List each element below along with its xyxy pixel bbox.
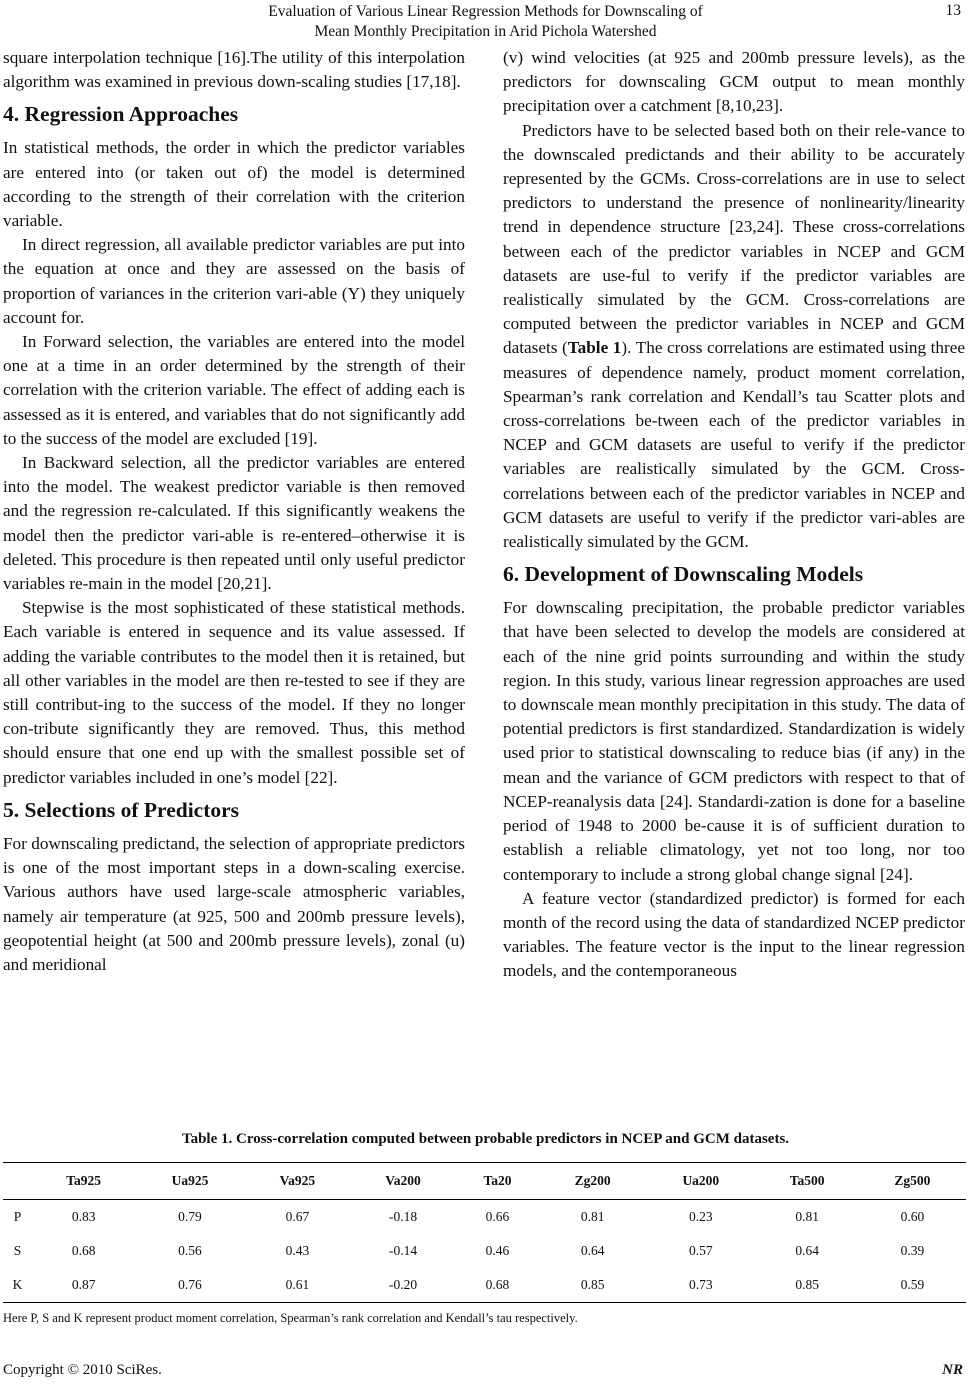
table-cell: -0.14 [388, 1243, 418, 1258]
paragraph: Stepwise is the most sophisticated of these statistical methods. Each variable is entered in sequence and its value assessed. If adding the variable contributes to the model then it is retained, but all other variables in the model are then re-tested to see if they are still contribut-ing to the success of the model. If they no longer con-tribute significantly they are removed. Thus, this method should ensure that one end up with the smallest possible set of predictor variables included in one’s model [22]. [3, 598, 465, 787]
table-row [3, 1268, 966, 1303]
table-cell: 0.85 [795, 1277, 819, 1292]
table-cell: 0.85 [580, 1277, 605, 1292]
table-cell: 0.66 [485, 1209, 510, 1224]
paragraph: For downscaling precipitation, the probable predictor variables that have been selected to develop the models are considered at each of the nine grid points surrounding and within the study region. In this study, various linear regression approaches are used to downscale mean monthly precipitation in this study. The data of potential predictors is first standardized. Standardization is widely used prior to statistical downscaling to reduce bias (if any) in the mean and the variance of GCM predictors with respect to that of NCEP-reanalysis data [24]. Standardi-zation is done for a baseline period of 1948 to 2000 be-cause it is of sufficient duration to establish a reliable climatology, yet not too long, nor too contemporary to include a strong global change signal [24]. [503, 598, 965, 884]
table-cell: 0.59 [900, 1277, 925, 1292]
table-row [3, 1234, 966, 1268]
header-cell [3, 1163, 32, 1200]
paragraph [503, 119, 965, 555]
paragraph: In Backward selection, all the predictor variables are entered into the model. The weakest predictor variable is then removed and the regression re-calculated. If this significantly weakens the model then the predictor vari-able is re-entered–otherwise it is deleted. This procedure is then repeated until only useful predictor variables re-main in the model [20,21]. [3, 453, 465, 594]
right-column [503, 46, 965, 984]
header-cell: Va925 [279, 1173, 316, 1188]
section-heading-regression-approaches: 4. Regression Approaches [3, 102, 239, 127]
table-cell: 0.81 [795, 1209, 819, 1224]
table-cell: 0.68 [485, 1277, 510, 1292]
paragraph: In Forward selection, the variables are entered into the model one at a time in an order determined by the strength of their correlation with the criterion variable. The effect of adding each is assessed as it is entered, and variables that do not significantly add to the success of the model are excluded [19]. [3, 332, 465, 448]
page-footer [3, 1362, 963, 1379]
table-cell: -0.18 [388, 1209, 418, 1224]
table-cell: 0.64 [795, 1243, 819, 1258]
section-heading-selections-of-predictors: 5. Selections of Predictors [3, 797, 240, 822]
table-cell: 0.56 [178, 1243, 202, 1258]
table-cell: 0.61 [285, 1277, 310, 1292]
cross-correlation-table [3, 1162, 966, 1303]
paragraph: In statistical methods, the order in which the predictor variables are entered into (or taken out of) the model is determined according to the strength of their correlation with the criterion variable. [3, 138, 465, 231]
paragraph-text: Predictors have to be selected based both on their rele-vance to the downscaled predictands and their ability to be accurately represented by the GCMs. Cross-correlations are in use to select predictors to understand the presence of nonlinearity/linearity trend in dependence structure [23,24]. These cross-correlations between each of the predictor variables in NCEP and GCM datasets are use-ful to verify if the predictor variables are realistically simulated by the GCM. Cross-correlations are computed between the predictor variables in NCEP and GCM datasets ( [503, 120, 965, 358]
header-cell: Ua200 [682, 1173, 720, 1188]
table-footnote: Here P, S and K represent product moment correlation, Spearman’s rank correlation and Kendall’s tau respectively. [3, 1311, 578, 1325]
table-cell: S [13, 1243, 22, 1258]
journal-abbreviation: NR [942, 1362, 963, 1378]
paragraph-text: ). The cross correlations are estimated using three measures of dependence namely, product moment correlation, Spearman’s rank correlation and Kendall’s tau Scatter plots and cross-correlations be-tween each of the predictor variables in NCEP and GCM datasets are useful to verify if the predictor variables are realistically simulated by the GCM. Cross-correlations between each of the predictor variables in NCEP and GCM datasets are useful to verify if the predictor vari-ables are realistically simulated by the GCM. [503, 338, 965, 552]
header-cell: Zg200 [574, 1173, 611, 1188]
copyright-notice: Copyright © 2010 SciRes. [3, 1362, 162, 1378]
table-cell: 0.81 [580, 1209, 605, 1224]
table-cell: 0.23 [689, 1209, 713, 1224]
table-caption: Table 1. Cross-correlation computed between probable predictors in NCEP and GCM datasets. [181, 1131, 790, 1147]
table-cell: 0.68 [71, 1243, 96, 1258]
table-cell: 0.39 [900, 1243, 925, 1258]
table-cell: 0.46 [485, 1243, 510, 1258]
table-cell: P [13, 1209, 22, 1224]
table-cell: 0.67 [285, 1209, 310, 1224]
table-1-container [0, 1131, 971, 1326]
header-cell: Zg500 [894, 1173, 931, 1188]
table-cell: 0.73 [689, 1277, 713, 1292]
left-column [3, 46, 465, 977]
header-cell: Ta20 [483, 1173, 512, 1188]
table-row [3, 1200, 966, 1235]
table-cell: -0.20 [388, 1277, 418, 1292]
header-cell: Ta500 [789, 1173, 825, 1188]
table-cell: K [12, 1277, 23, 1292]
header-line-2: Mean Monthly Precipitation in Arid Pichola Watershed [314, 23, 657, 40]
paragraph: square interpolation technique [16].The utility of this interpolation algorithm was examined in previous down-scaling studies [17,18]. [3, 48, 465, 92]
table-cell: 0.64 [580, 1243, 605, 1258]
header-cell: Ua925 [171, 1173, 209, 1188]
running-header [0, 2, 971, 44]
header-cell: Ta925 [66, 1173, 102, 1188]
table-cell: 0.43 [285, 1243, 310, 1258]
table-cell: 0.79 [178, 1209, 202, 1224]
header-line-1: Evaluation of Various Linear Regression Methods for Downscaling of [268, 3, 703, 20]
table-header-row [3, 1163, 966, 1200]
table-cell: 0.57 [689, 1243, 713, 1258]
table-reference-link[interactable]: Table 1 [567, 338, 622, 358]
table-cell: 0.60 [900, 1209, 925, 1224]
header-cell: Va200 [385, 1173, 421, 1188]
paragraph: A feature vector (standardized predictor) is formed for each month of the record using the data of standardized NCEP predictor variables. The feature vector is the input to the linear regression models, and the contemporaneous [503, 888, 965, 981]
paragraph: (v) wind velocities (at 925 and 200mb pressure levels), as the predictors for downscaling GCM output to mean monthly precipitation over a catchment [8,10,23]. [503, 48, 965, 116]
paragraph: For downscaling predictand, the selection of appropriate predictors is one of the most important steps in a down-scaling exercise. Various authors have used large-scale atmospheric variables, namely air temperature (at 925, 500 and 200mb pressure levels), geopotential height (at 500 and 200mb pressure levels), zonal (u) and meridional [3, 833, 465, 974]
section-heading-development-of-downscaling-models: 6. Development of Downscaling Models [503, 562, 864, 587]
paragraph: In direct regression, all available predictor variables are put into the equation at once and they are assessed on the basis of proportion of variances in the criterion vari-able (Y) they uniquely account for. [3, 235, 465, 327]
table-cell: 0.76 [178, 1277, 202, 1292]
table-cell: 0.87 [71, 1277, 96, 1292]
page-number: 13 [945, 2, 961, 19]
table-cell: 0.83 [71, 1209, 96, 1224]
